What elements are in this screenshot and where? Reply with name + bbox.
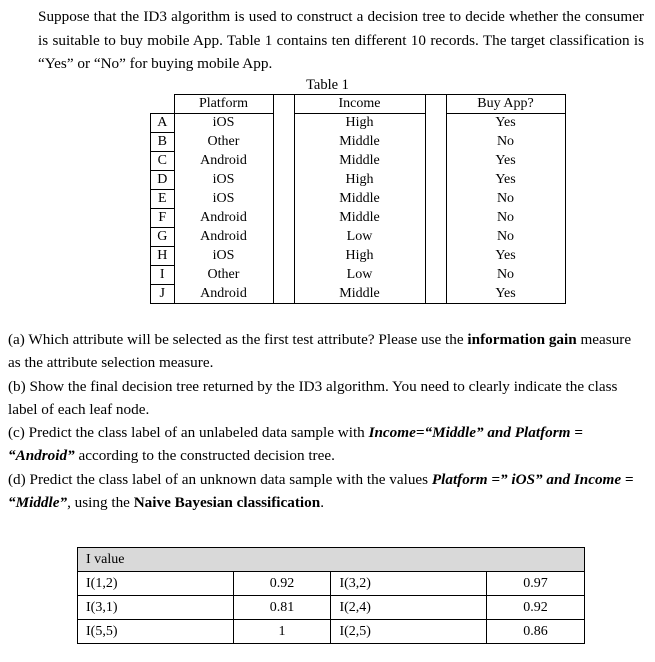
questions-section: [8, 328, 644, 514]
question-a-text-end: measure as the attribute selection measure.: [8, 331, 632, 372]
income-cell: Middle: [294, 133, 425, 152]
income-cell: Middle: [294, 209, 425, 228]
income-cell: High: [294, 171, 425, 190]
platform-cell: Android: [174, 228, 273, 247]
spacer-cell: [425, 285, 446, 304]
table-row: [151, 171, 566, 190]
row-id-cell: F: [151, 209, 175, 228]
question-a: [8, 328, 644, 375]
spacer-cell: [273, 209, 294, 228]
row-id-cell: D: [151, 171, 175, 190]
income-cell: Middle: [294, 285, 425, 304]
header-buy-app: Buy App?: [446, 95, 565, 114]
i-value-table: [77, 547, 585, 644]
question-c-text: (c) Predict the class label of an unlabeled data sample with: [8, 424, 369, 442]
i-value-number: 1: [233, 620, 331, 644]
buy-app-cell: Yes: [446, 171, 565, 190]
question-c: [8, 421, 644, 468]
i-value-row: [78, 620, 585, 644]
spacer-cell: [425, 190, 446, 209]
spacer-cell: [273, 114, 294, 133]
table-row: [151, 114, 566, 133]
i-value-label: I(2,5): [331, 620, 487, 644]
income-cell: Low: [294, 266, 425, 285]
spacer-cell: [273, 190, 294, 209]
platform-cell: iOS: [174, 114, 273, 133]
question-b: (b) Show the final decision tree returned by the ID3 algorithm. You need to clearly indicate the class label of each leaf node.: [8, 377, 618, 418]
buy-app-cell: Yes: [446, 285, 565, 304]
spacer-cell: [425, 171, 446, 190]
i-value-label: I(1,2): [78, 572, 234, 596]
spacer-cell: [273, 266, 294, 285]
question-d-text-mid: , using the: [67, 494, 134, 512]
table-row: [151, 152, 566, 171]
i-value-row: [78, 572, 585, 596]
header-spacer: [425, 95, 446, 114]
spacer-cell: [425, 266, 446, 285]
buy-app-cell: No: [446, 209, 565, 228]
table-row: [151, 266, 566, 285]
income-cell: Middle: [294, 152, 425, 171]
spacer-cell: [425, 152, 446, 171]
spacer-cell: [273, 228, 294, 247]
question-d-text: (d) Predict the class label of an unknown data sample with the values: [8, 470, 432, 488]
income-cell: High: [294, 247, 425, 266]
i-value-header-row: [78, 548, 585, 572]
spacer-cell: [273, 152, 294, 171]
platform-cell: iOS: [174, 190, 273, 209]
intro-paragraph: Suppose that the ID3 algorithm is used to construct a decision tree to decide whether the consumer is suitable to buy mobile App. Table 1 contains ten different 10 records. The target classification is “Yes” or “No” for buying mobile App.: [38, 8, 644, 72]
i-value-number: 0.86: [487, 620, 585, 644]
table-caption: Table 1: [306, 77, 349, 93]
buy-app-cell: No: [446, 228, 565, 247]
table-row: [151, 133, 566, 152]
header-platform: Platform: [174, 95, 273, 114]
table-row: [151, 247, 566, 266]
table-row: [151, 228, 566, 247]
buy-app-cell: No: [446, 190, 565, 209]
spacer-cell: [425, 114, 446, 133]
i-value-header: I value: [78, 548, 585, 572]
table-row: [151, 209, 566, 228]
buy-app-cell: Yes: [446, 114, 565, 133]
spacer-cell: [273, 171, 294, 190]
row-id-cell: C: [151, 152, 175, 171]
question-c-text-end: according to the constructed decision tree.: [74, 447, 335, 465]
spacer-cell: [425, 247, 446, 266]
spacer-cell: [425, 228, 446, 247]
header-spacer: [273, 95, 294, 114]
row-id-cell: H: [151, 247, 175, 266]
row-id-cell: E: [151, 190, 175, 209]
spacer-cell: [273, 133, 294, 152]
platform-cell: Android: [174, 209, 273, 228]
i-value-number: 0.97: [487, 572, 585, 596]
records-table: [150, 94, 566, 304]
i-value-label: I(3,2): [331, 572, 487, 596]
buy-app-cell: No: [446, 266, 565, 285]
table-row: [151, 190, 566, 209]
i-value-number: 0.92: [487, 596, 585, 620]
i-value-number: 0.81: [233, 596, 331, 620]
platform-cell: Other: [174, 266, 273, 285]
question-a-bold: information gain: [467, 331, 577, 348]
row-id-cell: I: [151, 266, 175, 285]
row-id-cell: G: [151, 228, 175, 247]
row-id-cell: B: [151, 133, 175, 152]
income-cell: High: [294, 114, 425, 133]
question-c-bold: Income=“Middle” and Platform = “Android”: [8, 424, 583, 465]
platform-cell: iOS: [174, 247, 273, 266]
platform-cell: Android: [174, 152, 273, 171]
i-value-row: [78, 596, 585, 620]
question-d-text-end: .: [320, 494, 324, 512]
buy-app-cell: No: [446, 133, 565, 152]
i-value-number: 0.92: [233, 572, 331, 596]
question-d-bold-values: Platform =” iOS” and Income = “Middle”: [8, 470, 634, 512]
i-value-label: I(3,1): [78, 596, 234, 620]
table-row: [151, 285, 566, 304]
question-d-bold-method: Naive Bayesian classification: [133, 494, 321, 512]
spacer-cell: [425, 209, 446, 228]
platform-cell: Other: [174, 133, 273, 152]
income-cell: Low: [294, 228, 425, 247]
header-income: Income: [294, 95, 425, 114]
question-a-text: (a) Which attribute will be selected as the first test attribute? Please use the: [8, 331, 468, 348]
header-blank: [151, 95, 175, 114]
table-header-row: [151, 95, 566, 114]
income-cell: Middle: [294, 190, 425, 209]
question-d: [8, 468, 644, 515]
platform-cell: iOS: [174, 171, 273, 190]
platform-cell: Android: [174, 285, 273, 304]
i-value-label: I(2,4): [331, 596, 487, 620]
i-value-label: I(5,5): [78, 620, 234, 644]
spacer-cell: [273, 285, 294, 304]
row-id-cell: A: [151, 114, 175, 133]
buy-app-cell: Yes: [446, 247, 565, 266]
buy-app-cell: Yes: [446, 152, 565, 171]
spacer-cell: [273, 247, 294, 266]
spacer-cell: [425, 133, 446, 152]
row-id-cell: J: [151, 285, 175, 304]
